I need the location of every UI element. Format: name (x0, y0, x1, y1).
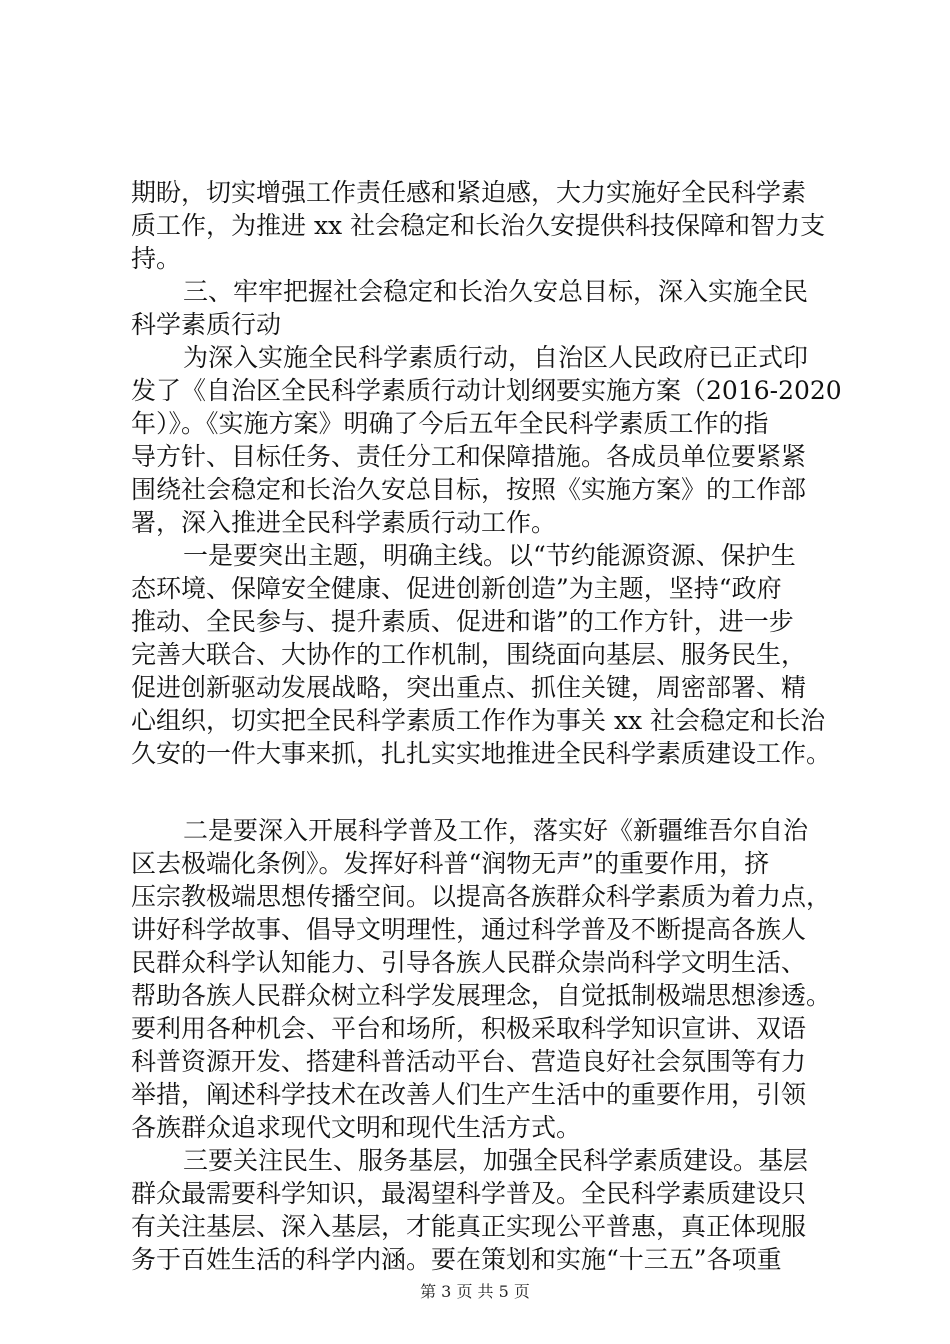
text-line: 群众最需要科学知识，最渴望科学普及。全民科学素质建设只 (131, 1179, 807, 1208)
text-line: 发了《自治区全民科学素质行动计划纲要实施方案（2016-2020 (131, 376, 842, 405)
text-line: 完善大联合、大协作的工作机制，围绕面向基层、服务民生， (131, 640, 807, 669)
text-line: 民群众科学认知能力、引导各族人民群众崇尚科学文明生活、 (131, 948, 807, 977)
text-line: 为深入实施全民科学素质行动，自治区人民政府已正式印 (183, 343, 809, 372)
text-line: 三要关注民生、服务基层，加强全民科学素质建设。基层 (183, 1146, 809, 1175)
text-line: 心组织，切实把全民科学素质工作作为事关 xx 社会稳定和长治 (131, 706, 826, 735)
text-line: 态环境、保障安全健康、促进创新创造”为主题，坚持“政府 (131, 574, 782, 603)
text-line: 务于百姓生活的科学内涵。要在策划和实施“十三五”各项重 (131, 1245, 782, 1274)
page-footer: 第 3 页 共 5 页 (420, 1282, 530, 1301)
text-line: 推动、全民参与、提升素质、促进和谐”的工作方针，进一步 (131, 607, 794, 636)
text-line: 二是要深入开展科学普及工作，落实好《新疆维吾尔自治 (183, 816, 809, 845)
text-line: 一是要突出主题，明确主线。以“节约能源资源、保护生 (183, 541, 796, 570)
text-line: 期盼，切实增强工作责任感和紧迫感，大力实施好全民科学素 (131, 178, 807, 207)
text-line: 科普资源开发、搭建科普活动平台、营造良好社会氛围等有力 (131, 1047, 807, 1076)
text-line: 促进创新驱动发展战略，突出重点、抓住关键，周密部署、精 (131, 673, 807, 702)
document-body (131, 176, 843, 1276)
text-line: 导方针、目标任务、责任分工和保障措施。各成员单位要紧紧 (131, 442, 807, 471)
text-line: 各族群众追求现代文明和现代生活方式。 (131, 1113, 582, 1142)
text-line: 质工作，为推进 xx 社会稳定和长治久安提供科技保障和智力支 (131, 211, 826, 240)
text-line: 围绕社会稳定和长治久安总目标，按照《实施方案》的工作部 (131, 475, 807, 504)
text-line: 压宗教极端思想传播空间。以提高各族群众科学素质为着力点， (131, 882, 832, 911)
text-line: 持。 (131, 244, 182, 273)
text-line: 有关注基层、深入基层，才能真正实现公平普惠，真正体现服 (131, 1212, 807, 1241)
text-line: 要利用各种机会、平台和场所，积极采取科学知识宣讲、双语 (131, 1014, 807, 1043)
paragraph-spacer (131, 770, 843, 814)
text-line: 帮助各族人民群众树立科学发展理念，自觉抵制极端思想渗透。 (131, 981, 832, 1010)
text-line: 久安的一件大事来抓，扎扎实实地推进全民科学素质建设工作。 (131, 739, 832, 768)
section-heading-line: 三、牢牢把握社会稳定和长治久安总目标，深入实施全民 (183, 277, 809, 306)
text-line: 年）》。《实施方案》明确了今后五年全民科学素质工作的指 (131, 409, 769, 438)
text-line: 署，深入推进全民科学素质行动工作。 (131, 508, 557, 537)
section-heading-line: 科学素质行动 (131, 310, 282, 339)
text-line: 区去极端化条例》。发挥好科普“润物无声”的重要作用，挤 (131, 849, 770, 878)
text-line: 举措，阐述科学技术在改善人们生产生活中的重要作用，引领 (131, 1080, 807, 1109)
text-line: 讲好科学故事、倡导文明理性，通过科学普及不断提高各族人 (131, 915, 807, 944)
